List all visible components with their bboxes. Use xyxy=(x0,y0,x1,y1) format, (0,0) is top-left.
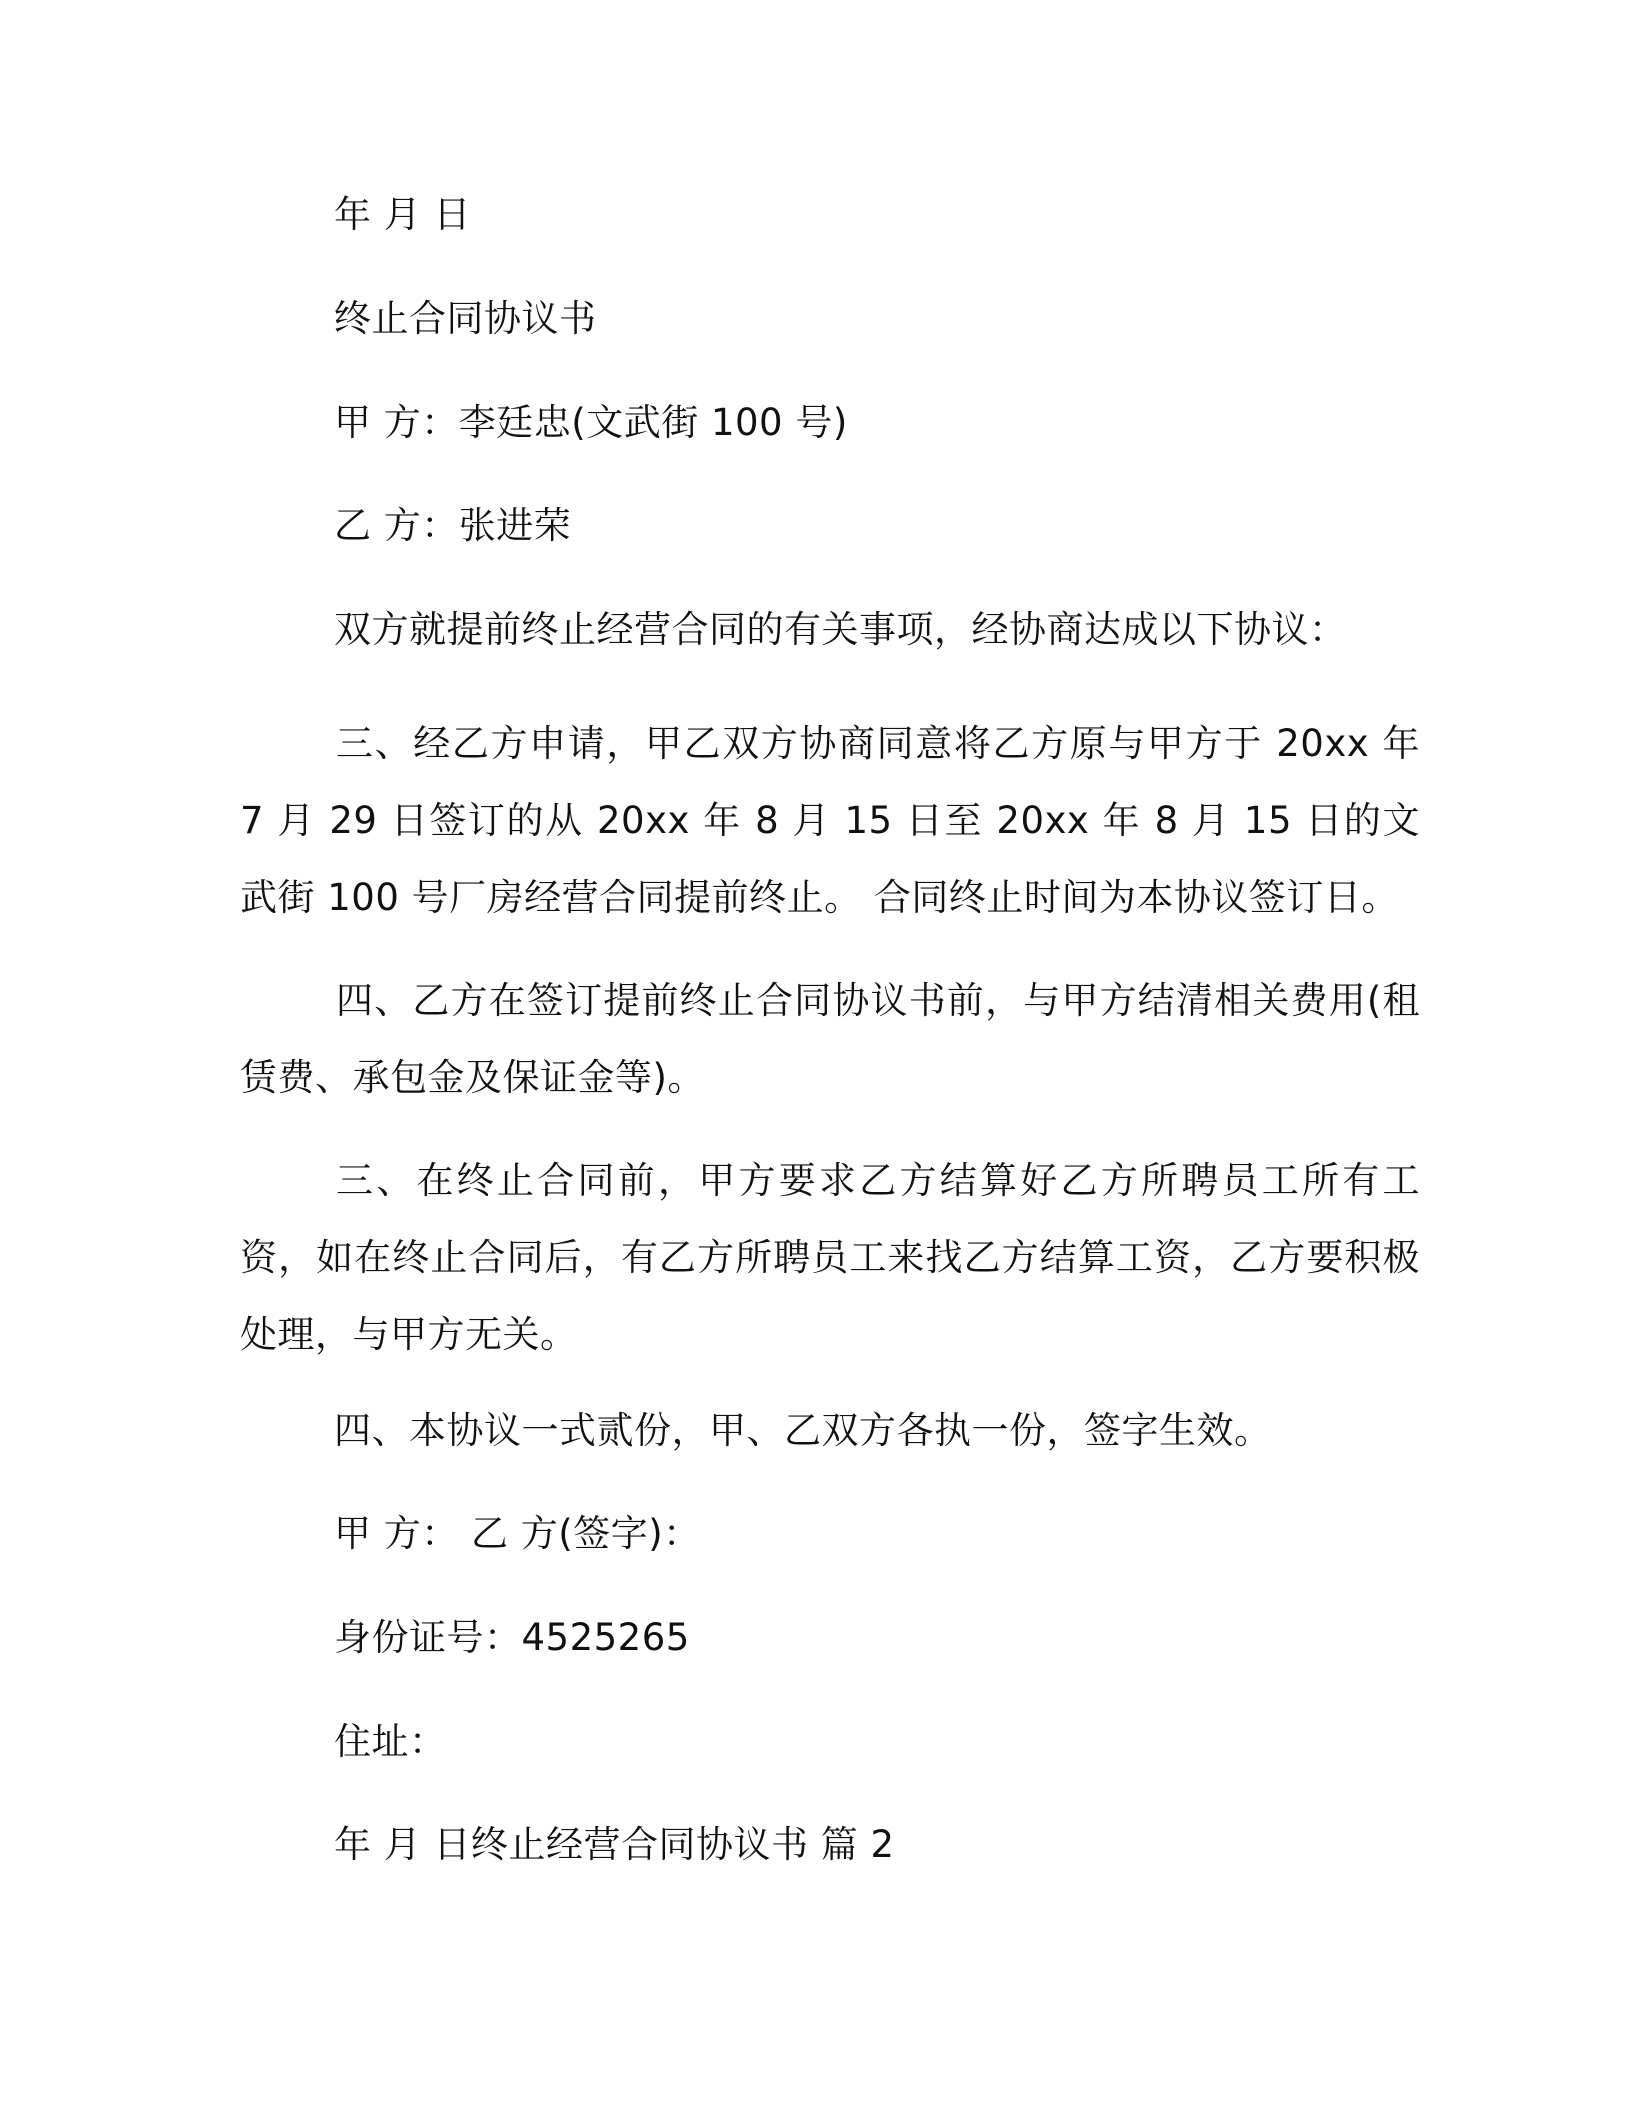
clause-3a-paragraph: 三、经乙方申请，甲乙双方协商同意将乙方原与甲方于 20xx 年 7 月 29 日签订的从 20xx 年 8 月 15 日至 20xx 年 8 月 15 日的文武街 100 号厂房经营合同提前终止。 合同终止时间为本协议签订日。 xyxy=(240,722,1420,919)
clause-3b-paragraph: 三、在终止合同前，甲方要求乙方结算好乙方所聘员工所有工资，如在终止合同后，有乙方所聘员工来找乙方结算工资，乙方要积极处理，与甲方无关。 xyxy=(240,1159,1420,1356)
party-b: 乙 方：张进荣 xyxy=(334,504,572,547)
id-number-line: 身份证号：4525265 xyxy=(334,1616,690,1659)
document-title: 终止合同协议书 xyxy=(334,297,597,340)
clause-4a-paragraph: 四、乙方在签订提前终止合同协议书前，与甲方结清相关费用(租赁费、承包金及保证金等)。 xyxy=(240,979,1420,1099)
signature-line: 甲 方： 乙 方(签字)： xyxy=(334,1512,701,1555)
section-heading: 年 月 日终止经营合同协议书 篇 2 xyxy=(334,1823,895,1866)
party-a: 甲 方：李廷忠(文武街 100 号) xyxy=(334,401,848,444)
intro-paragraph: 双方就提前终止经营合同的有关事项，经协商达成以下协议： xyxy=(334,608,1347,651)
clause-4b-paragraph: 四、本协议一式贰份，甲、乙双方各执一份，签字生效。 xyxy=(334,1409,1272,1452)
address-line: 住址： xyxy=(334,1720,447,1763)
date-line: 年 月 日 xyxy=(334,193,472,236)
